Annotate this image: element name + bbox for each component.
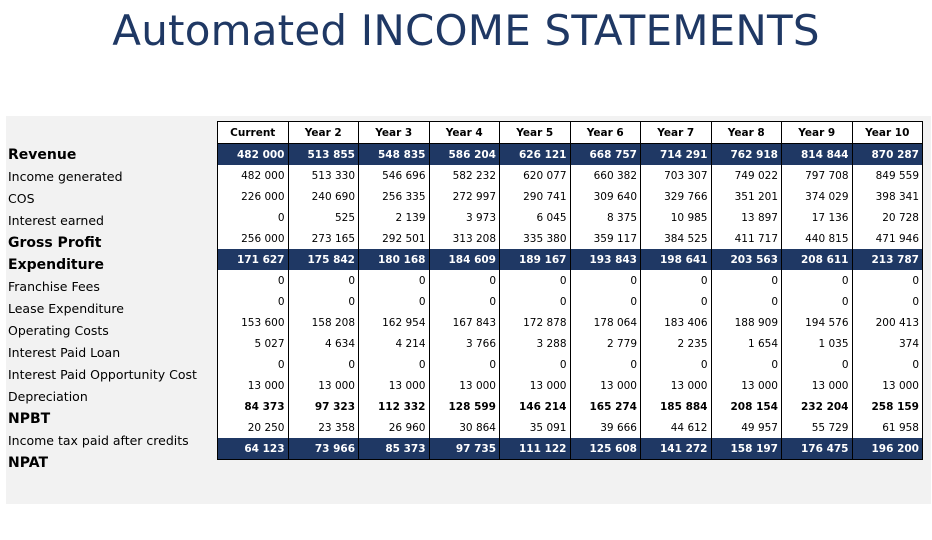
table-cell: 351 201 <box>711 186 782 207</box>
table-cell: 175 842 <box>288 249 359 270</box>
table-cell: 0 <box>570 291 641 312</box>
table-cell: 180 168 <box>359 249 430 270</box>
table-cell: 660 382 <box>570 165 641 186</box>
table-cell: 184 609 <box>429 249 500 270</box>
row-label: Income tax paid after credits <box>8 433 189 448</box>
table-cell: 384 525 <box>641 228 712 249</box>
table-cell: 0 <box>782 291 853 312</box>
table-cell: 0 <box>852 270 923 291</box>
table-cell: 2 779 <box>570 333 641 354</box>
table-cell: 313 208 <box>429 228 500 249</box>
table-cell: 3 288 <box>500 333 571 354</box>
table-row <box>218 291 923 312</box>
table-cell: 411 717 <box>711 228 782 249</box>
table-cell: 0 <box>711 270 782 291</box>
row-label: Franchise Fees <box>8 279 100 294</box>
table-cell: 513 330 <box>288 165 359 186</box>
table-cell: 0 <box>500 354 571 375</box>
table-cell: 188 909 <box>711 312 782 333</box>
table-cell: 374 <box>852 333 923 354</box>
row-label: Interest earned <box>8 213 104 228</box>
table-cell: 374 029 <box>782 186 853 207</box>
table-cell: 10 985 <box>641 207 712 228</box>
table-cell: 309 640 <box>570 186 641 207</box>
table-cell: 17 136 <box>782 207 853 228</box>
table-cell: 146 214 <box>500 396 571 417</box>
row-labels <box>8 144 218 474</box>
table-cell: 183 406 <box>641 312 712 333</box>
row-label: Expenditure <box>8 257 104 273</box>
table-cell: 2 235 <box>641 333 712 354</box>
table-cell: 208 611 <box>782 249 853 270</box>
table-cell: 13 000 <box>359 375 430 396</box>
table-cell: 849 559 <box>852 165 923 186</box>
table-cell: 3 973 <box>429 207 500 228</box>
table-row <box>218 165 923 186</box>
table-cell: 525 <box>288 207 359 228</box>
table-cell: 0 <box>711 354 782 375</box>
table-cell: 125 608 <box>570 438 641 460</box>
table-cell: 178 064 <box>570 312 641 333</box>
table-cell: 193 843 <box>570 249 641 270</box>
table-cell: 0 <box>218 291 289 312</box>
table-cell: 198 641 <box>641 249 712 270</box>
table-cell: 39 666 <box>570 417 641 438</box>
header-row <box>218 122 923 144</box>
page-title: Automated INCOME STATEMENTS <box>112 6 820 55</box>
table-cell: 0 <box>288 270 359 291</box>
table-cell: 4 634 <box>288 333 359 354</box>
table-cell: 0 <box>429 291 500 312</box>
row-label: Gross Profit <box>8 235 102 251</box>
column-header: Year 4 <box>429 122 500 144</box>
column-header: Year 7 <box>641 122 712 144</box>
table-cell: 189 167 <box>500 249 571 270</box>
table-row <box>218 249 923 270</box>
table-cell: 172 878 <box>500 312 571 333</box>
table-cell: 85 373 <box>359 438 430 460</box>
table-cell: 762 918 <box>711 144 782 166</box>
table-cell: 196 200 <box>852 438 923 460</box>
table-cell: 13 897 <box>711 207 782 228</box>
table-cell: 0 <box>359 270 430 291</box>
table-cell: 0 <box>641 354 712 375</box>
table-row <box>218 375 923 396</box>
table-cell: 548 835 <box>359 144 430 166</box>
table-cell: 167 843 <box>429 312 500 333</box>
table-cell: 64 123 <box>218 438 289 460</box>
table-cell: 0 <box>641 291 712 312</box>
table-cell: 26 960 <box>359 417 430 438</box>
table-cell: 703 307 <box>641 165 712 186</box>
table-cell: 0 <box>782 270 853 291</box>
table-cell: 4 214 <box>359 333 430 354</box>
table-cell: 13 000 <box>641 375 712 396</box>
table-cell: 0 <box>570 354 641 375</box>
table-cell: 0 <box>218 270 289 291</box>
table-cell: 273 165 <box>288 228 359 249</box>
table-cell: 582 232 <box>429 165 500 186</box>
table-cell: 0 <box>641 270 712 291</box>
table-cell: 13 000 <box>218 375 289 396</box>
table-cell: 194 576 <box>782 312 853 333</box>
table-row <box>218 270 923 291</box>
table-row <box>218 186 923 207</box>
row-label: Income generated <box>8 169 123 184</box>
table-cell: 185 884 <box>641 396 712 417</box>
table-cell: 13 000 <box>429 375 500 396</box>
table-cell: 232 204 <box>782 396 853 417</box>
table-cell: 30 864 <box>429 417 500 438</box>
column-header: Year 3 <box>359 122 430 144</box>
row-label: NPBT <box>8 411 51 427</box>
table-cell: 292 501 <box>359 228 430 249</box>
column-header: Year 2 <box>288 122 359 144</box>
table-cell: 8 375 <box>570 207 641 228</box>
table-cell: 158 197 <box>711 438 782 460</box>
table-cell: 141 272 <box>641 438 712 460</box>
table-cell: 35 091 <box>500 417 571 438</box>
table-cell: 240 690 <box>288 186 359 207</box>
table-cell: 1 654 <box>711 333 782 354</box>
table-cell: 329 766 <box>641 186 712 207</box>
table-row <box>218 417 923 438</box>
table-cell: 208 154 <box>711 396 782 417</box>
table-cell: 23 358 <box>288 417 359 438</box>
table-cell: 13 000 <box>570 375 641 396</box>
table-cell: 749 022 <box>711 165 782 186</box>
table-cell: 258 159 <box>852 396 923 417</box>
table-cell: 513 855 <box>288 144 359 166</box>
row-label: NPAT <box>8 455 48 471</box>
table-cell: 153 600 <box>218 312 289 333</box>
table-cell: 203 563 <box>711 249 782 270</box>
table-cell: 272 997 <box>429 186 500 207</box>
table-cell: 256 335 <box>359 186 430 207</box>
table-cell: 1 035 <box>782 333 853 354</box>
table-cell: 0 <box>500 291 571 312</box>
table-cell: 0 <box>359 354 430 375</box>
table-cell: 2 139 <box>359 207 430 228</box>
table-row <box>218 396 923 417</box>
table-cell: 44 612 <box>641 417 712 438</box>
column-header: Year 8 <box>711 122 782 144</box>
table-cell: 111 122 <box>500 438 571 460</box>
table-cell: 256 000 <box>218 228 289 249</box>
table-cell: 0 <box>852 291 923 312</box>
table-cell: 0 <box>218 207 289 228</box>
table-cell: 13 000 <box>782 375 853 396</box>
table-row <box>218 228 923 249</box>
column-header: Year 5 <box>500 122 571 144</box>
table-row <box>218 354 923 375</box>
table-cell: 13 000 <box>500 375 571 396</box>
table-cell: 13 000 <box>852 375 923 396</box>
row-label: Operating Costs <box>8 323 109 338</box>
table-cell: 128 599 <box>429 396 500 417</box>
table-row <box>218 144 923 166</box>
row-label: Depreciation <box>8 389 88 404</box>
table-cell: 398 341 <box>852 186 923 207</box>
row-label: Lease Expenditure <box>8 301 124 316</box>
table-cell: 668 757 <box>570 144 641 166</box>
table-cell: 213 787 <box>852 249 923 270</box>
column-header: Year 10 <box>852 122 923 144</box>
table-cell: 290 741 <box>500 186 571 207</box>
table-cell: 226 000 <box>218 186 289 207</box>
row-label: Revenue <box>8 147 77 163</box>
table-cell: 0 <box>429 270 500 291</box>
table-cell: 13 000 <box>288 375 359 396</box>
table-cell: 0 <box>288 354 359 375</box>
table-cell: 0 <box>218 354 289 375</box>
table-cell: 112 332 <box>359 396 430 417</box>
table-cell: 84 373 <box>218 396 289 417</box>
table-cell: 6 045 <box>500 207 571 228</box>
row-label: Interest Paid Loan <box>8 345 121 360</box>
table-cell: 482 000 <box>218 165 289 186</box>
table-cell: 814 844 <box>782 144 853 166</box>
table-cell: 714 291 <box>641 144 712 166</box>
table-cell: 171 627 <box>218 249 289 270</box>
table-row <box>218 333 923 354</box>
column-header: Current <box>218 122 289 144</box>
table-cell: 55 729 <box>782 417 853 438</box>
table-cell: 0 <box>359 291 430 312</box>
table-cell: 61 958 <box>852 417 923 438</box>
table-cell: 0 <box>500 270 571 291</box>
table-cell: 359 117 <box>570 228 641 249</box>
income-statement-table <box>217 121 923 460</box>
table-cell: 158 208 <box>288 312 359 333</box>
table-cell: 49 957 <box>711 417 782 438</box>
column-header: Year 6 <box>570 122 641 144</box>
table-cell: 200 413 <box>852 312 923 333</box>
table-cell: 13 000 <box>711 375 782 396</box>
table-cell: 0 <box>852 354 923 375</box>
column-header: Year 9 <box>782 122 853 144</box>
table-cell: 0 <box>429 354 500 375</box>
table-cell: 162 954 <box>359 312 430 333</box>
table-cell: 586 204 <box>429 144 500 166</box>
table-row <box>218 312 923 333</box>
table-cell: 176 475 <box>782 438 853 460</box>
table-cell: 97 735 <box>429 438 500 460</box>
row-label: Interest Paid Opportunity Cost <box>8 367 197 382</box>
table-cell: 440 815 <box>782 228 853 249</box>
table-cell: 620 077 <box>500 165 571 186</box>
table-cell: 471 946 <box>852 228 923 249</box>
table-cell: 20 250 <box>218 417 289 438</box>
table-cell: 0 <box>288 291 359 312</box>
table-cell: 97 323 <box>288 396 359 417</box>
table-cell: 0 <box>711 291 782 312</box>
table-cell: 797 708 <box>782 165 853 186</box>
table-cell: 546 696 <box>359 165 430 186</box>
table-cell: 165 274 <box>570 396 641 417</box>
table-cell: 20 728 <box>852 207 923 228</box>
table-row <box>218 207 923 228</box>
table-cell: 5 027 <box>218 333 289 354</box>
row-label: COS <box>8 191 35 206</box>
table-cell: 335 380 <box>500 228 571 249</box>
table-row <box>218 438 923 460</box>
table-cell: 626 121 <box>500 144 571 166</box>
table-cell: 73 966 <box>288 438 359 460</box>
table-cell: 0 <box>782 354 853 375</box>
table-cell: 3 766 <box>429 333 500 354</box>
table-cell: 870 287 <box>852 144 923 166</box>
table-cell: 0 <box>570 270 641 291</box>
table-cell: 482 000 <box>218 144 289 166</box>
